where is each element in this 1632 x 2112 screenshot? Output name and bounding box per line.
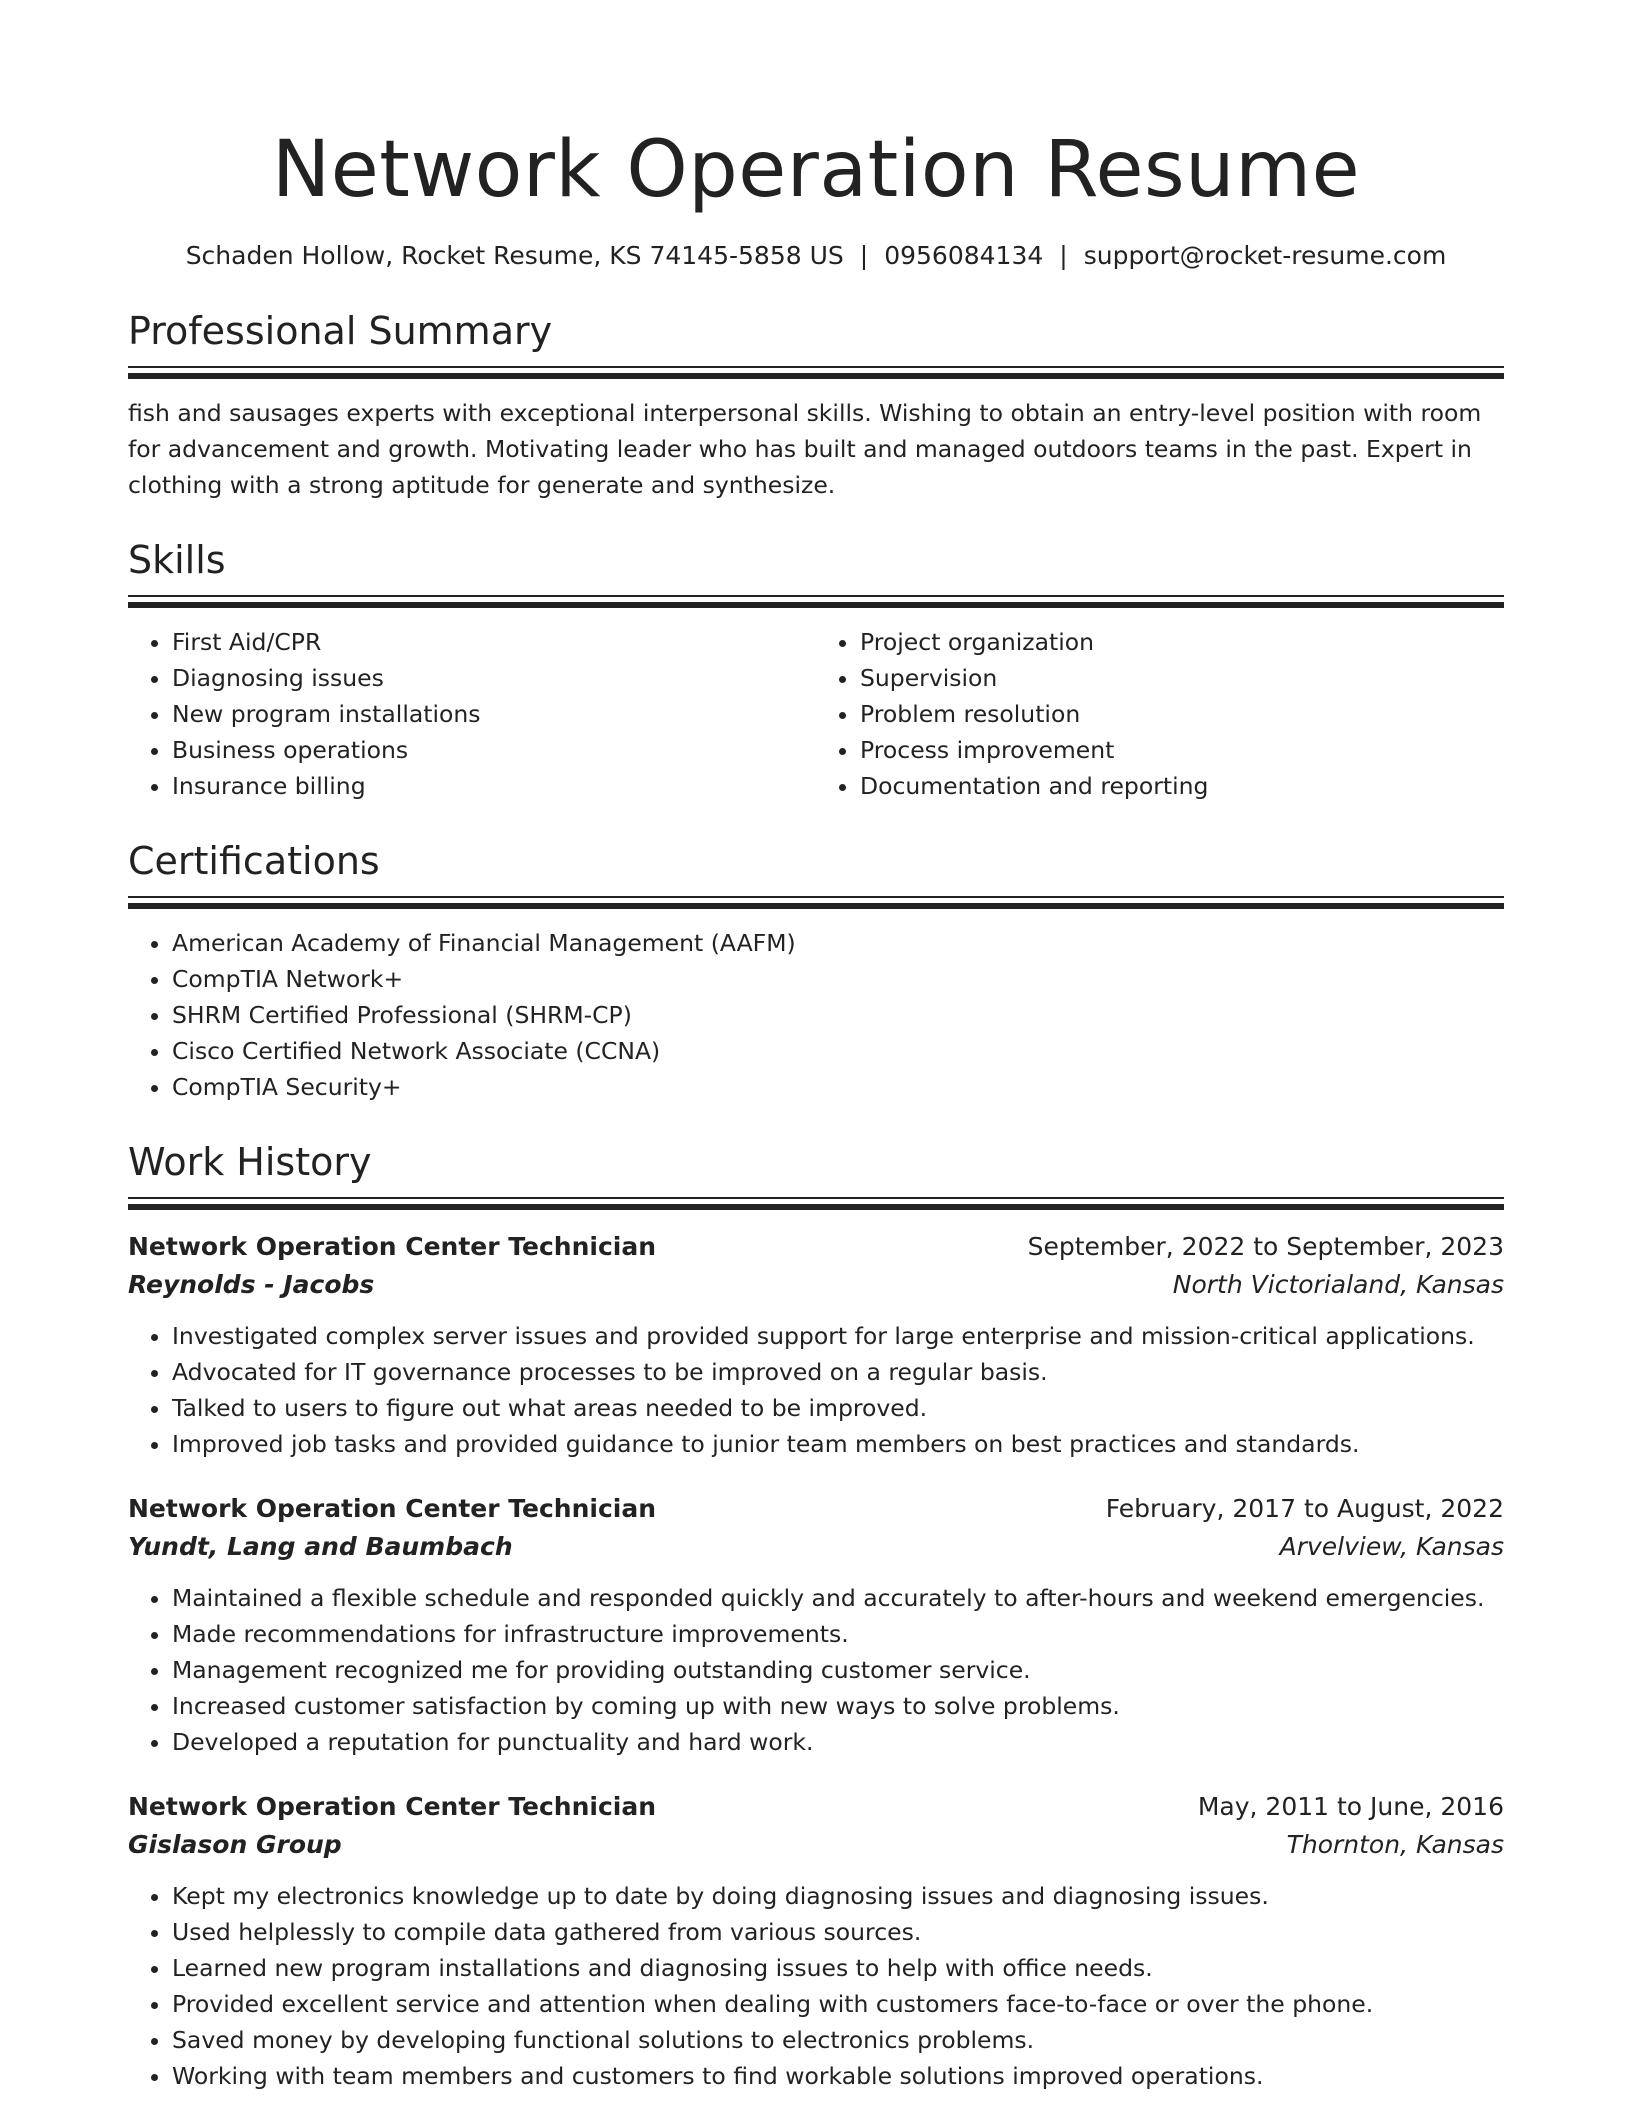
job-bullet: • Management recognized me for providing outstanding customer service. [172, 1652, 1504, 1688]
job-location: Thornton, Kansas [1286, 1830, 1504, 1859]
job-bullet: • Made recommendations for infrastructure improvements. [172, 1616, 1504, 1652]
section-title-skills: Skills [128, 538, 226, 582]
skill-item: • Process improvement [860, 732, 1504, 768]
contact-address: Schaden Hollow, Rocket Resume, KS 74145-5858 US [185, 241, 844, 270]
resume-page [128, 120, 1504, 2094]
job-bullet: • Talked to users to figure out what areas needed to be improved. [172, 1390, 1504, 1426]
job-bullet: • Working with team members and customers to find workable solutions improved operations. [172, 2058, 1504, 2094]
skills-columns [128, 608, 1504, 804]
skill-item: • Project organization [860, 624, 1504, 660]
section-work-history [128, 1139, 1504, 2094]
job-entry [128, 1490, 1504, 1760]
skill-item: • Business operations [172, 732, 816, 768]
contact-phone: 0956084134 [884, 241, 1044, 270]
job-bullet: • Maintained a flexible schedule and responded quickly and accurately to after-hours and weekend emergencies. [172, 1580, 1504, 1616]
section-summary [128, 308, 1504, 503]
certification-item: • CompTIA Network+ [172, 961, 1504, 997]
job-location: North Victorialand, Kansas [1172, 1270, 1504, 1299]
skill-item: • Insurance billing [172, 768, 816, 804]
certification-item: • SHRM Certified Professional (SHRM-CP) [172, 997, 1504, 1033]
skill-item: • New program installations [172, 696, 816, 732]
job-bullet: • Provided excellent service and attention when dealing with customers face-to-face or over the phone. [172, 1986, 1504, 2022]
certification-item: • CompTIA Security+ [172, 1069, 1504, 1105]
certifications-list [128, 925, 1504, 1105]
job-location: Arvelview, Kansas [1279, 1532, 1504, 1561]
resume-name: Network Operation Resume [271, 125, 1361, 215]
job-subheader-row [128, 1826, 1504, 1864]
contact-line [128, 238, 1504, 274]
certification-item: • Cisco Certified Network Associate (CCNA) [172, 1033, 1504, 1069]
skill-item: • Documentation and reporting [860, 768, 1504, 804]
section-skills [128, 537, 1504, 804]
skill-item: • Problem resolution [860, 696, 1504, 732]
job-bullet: • Used helplessly to compile data gathered from various sources. [172, 1914, 1504, 1950]
job-subheader-row [128, 1528, 1504, 1566]
job-bullets [128, 1318, 1504, 1462]
job-dates: February, 2017 to August, 2022 [1105, 1494, 1504, 1523]
skill-item: • Supervision [860, 660, 1504, 696]
job-bullet: • Kept my electronics knowledge up to date by doing diagnosing issues and diagnosing issues. [172, 1878, 1504, 1914]
contact-email: support@rocket-resume.com [1083, 241, 1447, 270]
contact-separator: | [1059, 241, 1068, 270]
skills-list-right [816, 624, 1504, 804]
section-divider [128, 366, 1504, 379]
job-company: Gislason Group [128, 1830, 342, 1859]
job-bullet: • Saved money by developing functional solutions to electronics problems. [172, 2022, 1504, 2058]
job-dates: September, 2022 to September, 2023 [1027, 1232, 1504, 1261]
section-title-certifications: Certifications [128, 839, 380, 883]
job-bullet: • Advocated for IT governance processes to be improved on a regular basis. [172, 1354, 1504, 1390]
section-title-summary: Professional Summary [128, 309, 553, 353]
section-divider [128, 595, 1504, 608]
job-title: Network Operation Center Technician [128, 1494, 657, 1523]
job-bullets [128, 1878, 1504, 2094]
job-company: Reynolds - Jacobs [128, 1270, 375, 1299]
skills-list-left [128, 624, 816, 804]
job-bullets [128, 1580, 1504, 1760]
section-divider [128, 896, 1504, 909]
section-divider [128, 1197, 1504, 1210]
job-bullet: • Learned new program installations and diagnosing issues to help with office needs. [172, 1950, 1504, 1986]
job-title: Network Operation Center Technician [128, 1232, 657, 1261]
job-title: Network Operation Center Technician [128, 1792, 657, 1821]
job-header-row [128, 1228, 1504, 1266]
job-header-row [128, 1788, 1504, 1826]
job-bullet: • Developed a reputation for punctuality and hard work. [172, 1724, 1504, 1760]
job-bullet: • Investigated complex server issues and provided support for large enterprise and mission-critical applications. [172, 1318, 1504, 1354]
section-certifications [128, 838, 1504, 1105]
job-subheader-row [128, 1266, 1504, 1304]
job-header-row [128, 1490, 1504, 1528]
skill-item: • First Aid/CPR [172, 624, 816, 660]
job-dates: May, 2011 to June, 2016 [1197, 1792, 1504, 1821]
job-bullet: • Improved job tasks and provided guidance to junior team members on best practices and standards. [172, 1426, 1504, 1462]
job-entry [128, 1228, 1504, 1462]
job-entry [128, 1788, 1504, 2094]
job-company: Yundt, Lang and Baumbach [128, 1532, 513, 1561]
skill-item: • Diagnosing issues [172, 660, 816, 696]
section-title-work-history: Work History [128, 1140, 372, 1184]
job-bullet: • Increased customer satisfaction by coming up with new ways to solve problems. [172, 1688, 1504, 1724]
certification-item: • American Academy of Financial Management (AAFM) [172, 925, 1504, 961]
summary-text: fish and sausages experts with exceptional interpersonal skills. Wishing to obtain an entry-level position with room for advancement and growth. Motivating leader who has built and managed outdoors teams in the past. Expert in clothing with a strong aptitude for generate and synthesize. [128, 399, 1482, 499]
contact-separator: | [859, 241, 869, 270]
